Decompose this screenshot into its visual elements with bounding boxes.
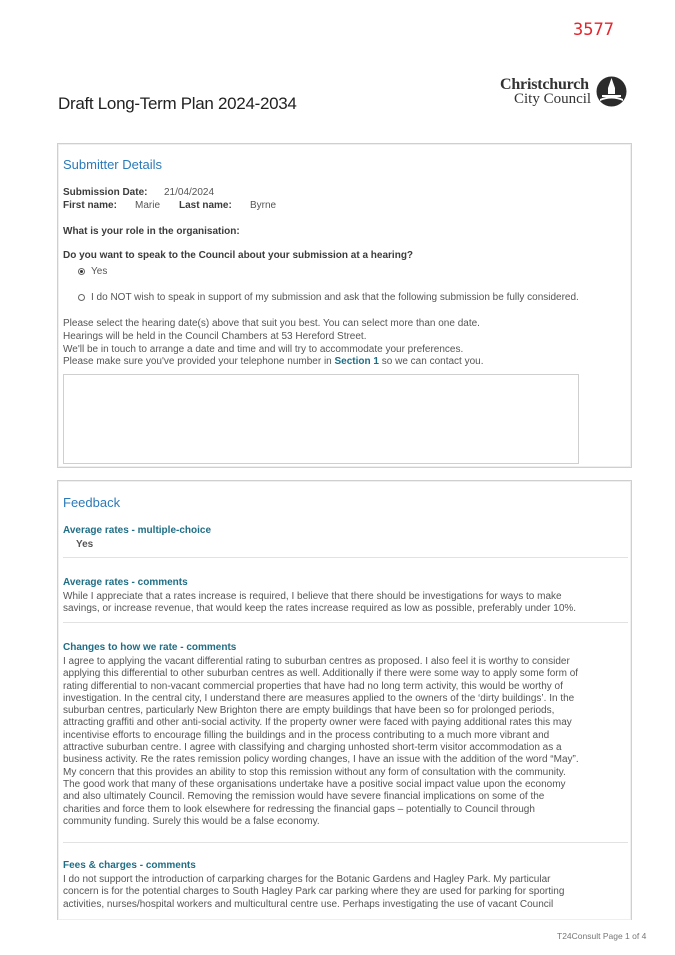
last-name-value: Byrne <box>250 200 277 211</box>
cathedral-logo-icon <box>596 76 627 107</box>
submission-date-value: 21/04/2024 <box>164 187 215 198</box>
hearing-question: Do you want to speak to the Council about your submission at a hearing? <box>63 250 414 261</box>
page-footer: T24Consult Page 1 of 4 <box>557 931 647 941</box>
first-name-value: Marie <box>135 200 161 211</box>
feedback-panel <box>57 480 632 920</box>
submission-date-label: Submission Date: <box>63 187 148 198</box>
divider <box>63 557 628 558</box>
role-question: What is your role in the organisation: <box>63 226 240 237</box>
hearing-yes-radio[interactable] <box>78 268 85 275</box>
divider <box>63 622 628 623</box>
first-name-label: First name: <box>63 200 117 211</box>
hearing-no-radio[interactable] <box>78 294 85 301</box>
divider <box>63 842 628 843</box>
avg-rates-mc-title: Average rates - multiple-choice <box>63 525 212 536</box>
phone-note-post: so we can contact you. <box>378 356 484 367</box>
submission-number: 3577 <box>573 20 614 40</box>
avg-rates-comments-title: Average rates - comments <box>63 577 188 588</box>
hearing-info-line-2: Hearings will be held in the Council Chambers at 53 Hereford Street. <box>63 331 367 342</box>
last-name-label: Last name: <box>179 200 232 211</box>
logo-line1: Christchurch <box>500 76 589 93</box>
phone-note <box>63 356 484 368</box>
section-1-link[interactable]: Section 1 <box>334 356 379 367</box>
fees-comments: I do not support the introduction of carparking charges for the Botanic Gardens and Hagley Park. My particular concern is for the potential charges to South Hagley Park car parking where they are used for parking for sporting activities, nurses/hospital workers and multicultural centre use. Perhaps investigating the use of vacant Council <box>63 874 565 910</box>
submitter-details-heading: Submitter Details <box>63 157 162 172</box>
changes-comments: I agree to applying the vacant differential rating to suburban centres as proposed. I also feel it is worthy to consider applying this differential to other suburban centres as well. Additionally if there were some way to apply some form of rating differential to non-vacant commercial properties that have had no long term activity, this would be worthy of investigation. In the central city, I understand there are measures applied to the owners of the ‘dirty buildings’. In the suburban centres, particularly New Brighton there are empty buildings that have been so for prolonged periods, attracting graffiti and other anti-social activity. If the property owner were faced with paying additional rates this may incentivise efforts to encourage filling the buildings and in the process contributing to a much more vibrant and attractive suburban centre. I agree with classifying and charging unhosted short-term visitor accommodation as a business activity. Re the rates remission policy wording changes, I have an issue with the addition of the word “May”. My concern that this provides an ability to stop this remission without any form of consultation with the community. The good work that many of these organisations undertake have a positive social impact value upon the economy and also ultimately Council. Removing the remission would have severe financial implications on some of the charities and force them to look elsewhere for redressing the financial gaps – potentially to Council through community funding. Surely this would be a false economy. <box>63 656 579 827</box>
fees-title: Fees & charges - comments <box>63 860 196 871</box>
changes-title: Changes to how we rate - comments <box>63 642 237 653</box>
hearing-notes-textarea[interactable] <box>63 374 579 464</box>
submitter-details-panel <box>57 143 632 468</box>
logo-line2: City Council <box>514 91 592 107</box>
hearing-info-line-1: Please select the hearing date(s) above that suit you best. You can select more than one date. <box>63 318 480 329</box>
avg-rates-comments: While I appreciate that a rates increase is required, I believe that there should be investigations for ways to make savings, or increase revenue, that would keep the rates increase required as low as possible, preferably under 10%. <box>63 591 577 615</box>
feedback-heading: Feedback <box>63 495 121 510</box>
document-title: Draft Long-Term Plan 2024-2034 <box>58 94 297 113</box>
hearing-no-label: I do NOT wish to speak in support of my submission and ask that the following submission be fully considered. <box>91 292 579 303</box>
council-logo <box>500 76 628 108</box>
hearing-info-line-3: We'll be in touch to arrange a date and time and will try to accommodate your preferences. <box>63 344 464 355</box>
avg-rates-mc-answer: Yes <box>76 539 94 550</box>
hearing-yes-label: Yes <box>91 266 108 277</box>
phone-note-pre: Please make sure you've provided your telephone number in <box>63 356 335 367</box>
